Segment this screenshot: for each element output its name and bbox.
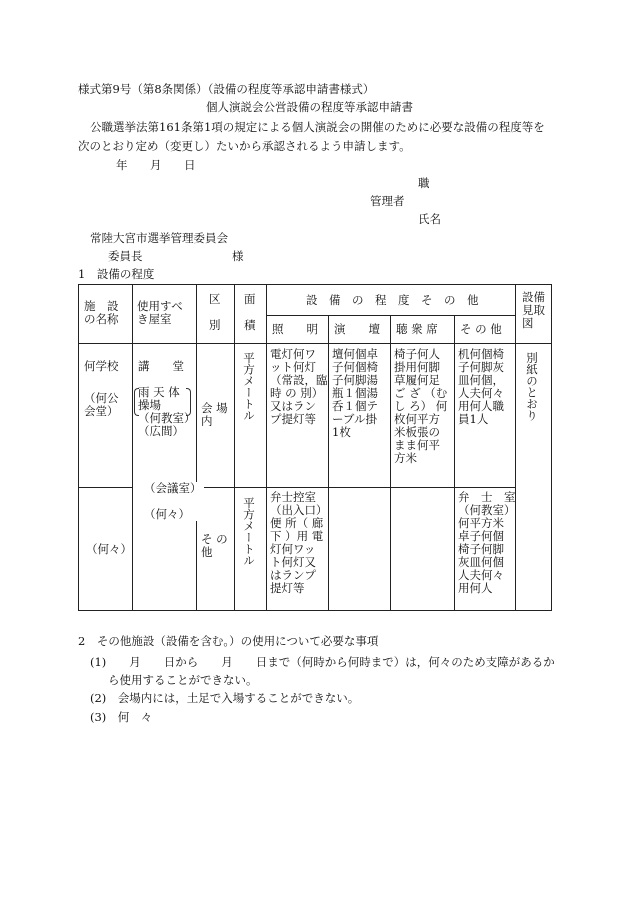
section2-item2: (2) 会場内には，土足で入場することができない。 bbox=[90, 691, 360, 705]
table-row-divider-left bbox=[78, 487, 132, 488]
table-col-line-3 bbox=[234, 284, 235, 611]
section1-heading: 1 設備の程度 bbox=[78, 267, 155, 281]
row1-kubun: 会 場 内 bbox=[201, 401, 228, 428]
section2-item3: (3) 何 々 bbox=[90, 710, 153, 724]
row1-audience: 椅子何人 掛用何脚 草履何足 ご ざ （む し ろ） 何 枚何平方 米板張の まま何平 方米 bbox=[394, 347, 448, 465]
section2-item1-line2: ら使用することができない。 bbox=[108, 673, 258, 687]
header-area: 面 積 bbox=[244, 292, 256, 332]
section2-item1-line1: (1) 月 日から 月 日まで（何時から何時まで）は，何々のため支障があるか bbox=[90, 655, 555, 669]
row1-room: 講 堂 雨 天 体 操場 （何教室） （広間） bbox=[138, 359, 196, 438]
table-col-line-1 bbox=[132, 284, 133, 611]
row1-area: 平方メートル bbox=[242, 352, 256, 421]
header-other: そ の 他 bbox=[460, 322, 502, 336]
header-podium: 演 壇 bbox=[334, 322, 380, 336]
row1-other: 机何個椅 子何脚灰 皿何個， 人夫何々 用何人職 員1人 bbox=[458, 347, 504, 426]
addressee-title: 委員長 bbox=[108, 249, 143, 263]
table-border-left bbox=[78, 284, 79, 611]
date-day: 日 bbox=[184, 158, 196, 172]
header-facility-name: 施 設 の名称 bbox=[84, 299, 119, 326]
table-col-line-6 bbox=[390, 315, 391, 611]
shimei-label: 氏名 bbox=[418, 212, 441, 226]
header-diagram: 設備 見取 図 bbox=[522, 290, 545, 330]
header-kubun: 区 別 bbox=[209, 292, 221, 332]
addressee-org: 常陸大宮市選挙管理委員会 bbox=[90, 231, 228, 245]
row1-facility-sub: （何公 会堂） bbox=[84, 391, 119, 418]
body-text-line1: 公職選挙法第161条第1項の規定による個人演説会の開催のために必要な設備の程度等を bbox=[90, 120, 545, 134]
header-audience: 聴 衆 席 bbox=[396, 322, 438, 336]
section2-heading: 2 その他施設（設備を含む。）の使用について必要な事項 bbox=[78, 634, 379, 648]
table-col-line-4 bbox=[266, 284, 267, 611]
row1-lighting: 電灯何ワ ット何灯 （常設，臨 時 の 別） 又はラン プ提灯等 bbox=[270, 347, 328, 426]
row2-other: 弁 士 室 （何教室） 何平方米 卓子何個 椅子何脚 灰皿何個 人夫何々 用何人 bbox=[458, 490, 516, 595]
table-col-line-2 bbox=[196, 284, 197, 611]
header-setsubi-group: 設 備 の 程 度 そ の 他 bbox=[306, 293, 479, 307]
body-text-line2: 次のとおり定め（変更し）たいから承認されるよう申請します。 bbox=[78, 139, 411, 153]
table-border-bottom bbox=[78, 610, 552, 611]
row2-facility: （何々） bbox=[86, 542, 132, 556]
date-month: 月 bbox=[150, 158, 162, 172]
form-label: 様式第9号（第8条関係）（設備の程度等承認申請書様式） bbox=[78, 82, 375, 96]
kanrisha-label: 管理者 bbox=[370, 194, 405, 208]
row2-lighting: 弁士控室 （出入口） 便 所（ 廊 下 ）用 電 灯何ワッ ト何灯又 はランプ 提灯等 bbox=[270, 490, 328, 595]
table-header-bottom bbox=[78, 343, 552, 344]
table-row-divider-right bbox=[196, 487, 515, 488]
room-bracket-left bbox=[134, 388, 139, 416]
row1-diagram: 別紙のとおり bbox=[525, 352, 539, 421]
shoku-label: 職 bbox=[418, 176, 430, 190]
table-border-top bbox=[78, 284, 552, 285]
table-col-line-5 bbox=[328, 315, 329, 611]
room-bracket-right bbox=[186, 388, 191, 416]
header-lighting: 照 明 bbox=[272, 322, 318, 336]
row1-room-lower: （会議室） （何々） bbox=[144, 481, 202, 521]
document-title: 個人演説会公営設備の程度等承認申請書 bbox=[206, 100, 413, 114]
row1-facility: 何学校 bbox=[84, 359, 119, 373]
row2-kubun: そ の 他 bbox=[201, 532, 228, 559]
date-year: 年 bbox=[116, 158, 128, 172]
header-room: 使用すべ き屋室 bbox=[137, 299, 183, 326]
table-border-right bbox=[551, 284, 552, 611]
addressee-sama: 様 bbox=[232, 249, 244, 263]
table-col-line-7 bbox=[454, 315, 455, 611]
row2-area: 平方メートル bbox=[242, 497, 256, 566]
row1-podium: 壇何個卓 子何個椅 子何脚湯 瓶１個湯 呑１個テ ーブル掛 1枚 bbox=[332, 347, 378, 439]
